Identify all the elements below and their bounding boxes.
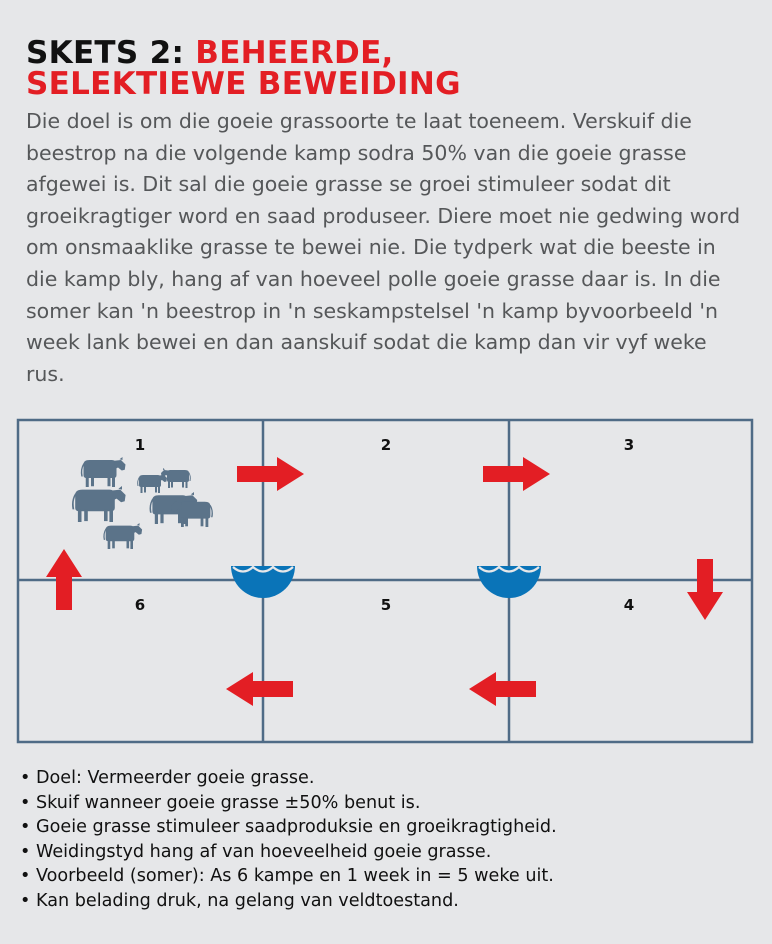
water-troughs — [231, 566, 541, 598]
cow-leg — [130, 540, 133, 549]
cow-body — [84, 460, 117, 478]
summary-bullets — [20, 766, 557, 913]
move-arrow-icon — [483, 457, 550, 491]
camp-label-6: 6 — [134, 596, 146, 614]
move-arrow-icon — [687, 559, 723, 620]
cow-leg — [155, 486, 157, 493]
cow-leg — [171, 481, 173, 488]
camp-labels — [135, 436, 634, 614]
move-arrow-icon — [237, 457, 304, 491]
cow-body — [139, 475, 161, 487]
cow-leg — [109, 509, 113, 522]
cow-leg — [104, 509, 108, 521]
cow-body — [167, 470, 189, 482]
cow-ear — [120, 457, 123, 460]
sketch-title-line2: SELEKTIEWE BEWEIDING — [26, 66, 461, 102]
cow-leg — [112, 477, 115, 488]
cow-body — [106, 526, 135, 542]
camp-label-1: 1 — [134, 436, 146, 454]
sketch-title-line1: BEHEERDE, — [195, 35, 394, 71]
cow-leg — [158, 486, 160, 493]
move-arrow-icon — [469, 672, 536, 706]
cow-leg — [84, 509, 88, 521]
cow-leg — [112, 540, 115, 548]
cow-ear — [191, 492, 194, 495]
cow-leg — [201, 517, 204, 526]
cow-leg — [160, 513, 163, 523]
cow-body — [75, 490, 115, 512]
cow-leg — [155, 513, 158, 524]
cow-icon — [72, 486, 126, 522]
paddock-grid — [18, 420, 752, 742]
cow-leg — [182, 481, 184, 488]
cow-ear — [137, 523, 140, 526]
bullet-item: • Voorbeeld (somer): As 6 kampe en 1 week in = 5 weke uit. — [20, 866, 554, 886]
sketch-label: SKETS 2: — [26, 35, 185, 71]
cow-icon — [81, 457, 126, 487]
cow-ear — [163, 468, 165, 470]
water-trough-icon — [231, 566, 295, 598]
cow-leg — [78, 509, 82, 522]
bullet-item: • Kan belading druk, na gelang van veldtoestand. — [20, 890, 459, 911]
cow-leg — [108, 540, 111, 549]
bullet-item: • Skuif wanneer goeie grasse ±50% benut is. — [20, 792, 421, 813]
cow-icon — [103, 523, 142, 549]
cattle-herd-icon — [72, 457, 213, 549]
cow-leg — [108, 477, 111, 487]
cow-leg — [86, 477, 89, 488]
move-arrows — [46, 457, 723, 706]
bullet-item: • Goeie grasse stimuleer saadproduksie en groeikragtigheid. — [20, 817, 557, 837]
camp-label-2: 2 — [380, 436, 392, 454]
cow-body — [180, 502, 211, 519]
cow-leg — [168, 481, 170, 488]
camp-label-4: 4 — [623, 596, 635, 614]
camp-label-5: 5 — [380, 596, 392, 614]
camp-label-3: 3 — [623, 436, 635, 454]
cow-ear — [118, 486, 122, 490]
cow-leg — [206, 517, 209, 527]
cow-leg — [91, 477, 94, 487]
bullet-item: • Weidingstyd hang af van hoeveelheid goeie grasse. — [20, 841, 492, 862]
cow-leg — [185, 517, 188, 526]
cow-leg — [181, 517, 184, 527]
intro-paragraph: Die doel is om die goeie grassoorte te laat toeneem. Verskuif die beestrop na die volgende kamp sodra 50% van die goeie grasse afgewei is. Dit sal die goeie grasse se groei stimuleer sodat dit groeikragtiger word en saad produseer. Diere moet nie gedwing word om onsmaaklike grasse te bewei nie. Die tydperk wat die beeste in die kamp bly, hang af van hoeveel polle goeie grasse daar is. In die somer kan 'n beestrop in 'n seskampstelsel 'n kamp byvoorbeeld 'n week lank bewei en dan aanskuif sodat die kamp dan vir vyf weke rus. — [26, 109, 741, 386]
cow-leg — [127, 540, 130, 548]
water-trough-icon — [477, 566, 541, 598]
cow-leg — [144, 486, 146, 493]
cow-leg — [141, 486, 143, 493]
bullet-item: • Doel: Vermeerder goeie grasse. — [20, 768, 315, 788]
move-arrow-icon — [226, 672, 293, 706]
cow-leg — [186, 481, 188, 488]
